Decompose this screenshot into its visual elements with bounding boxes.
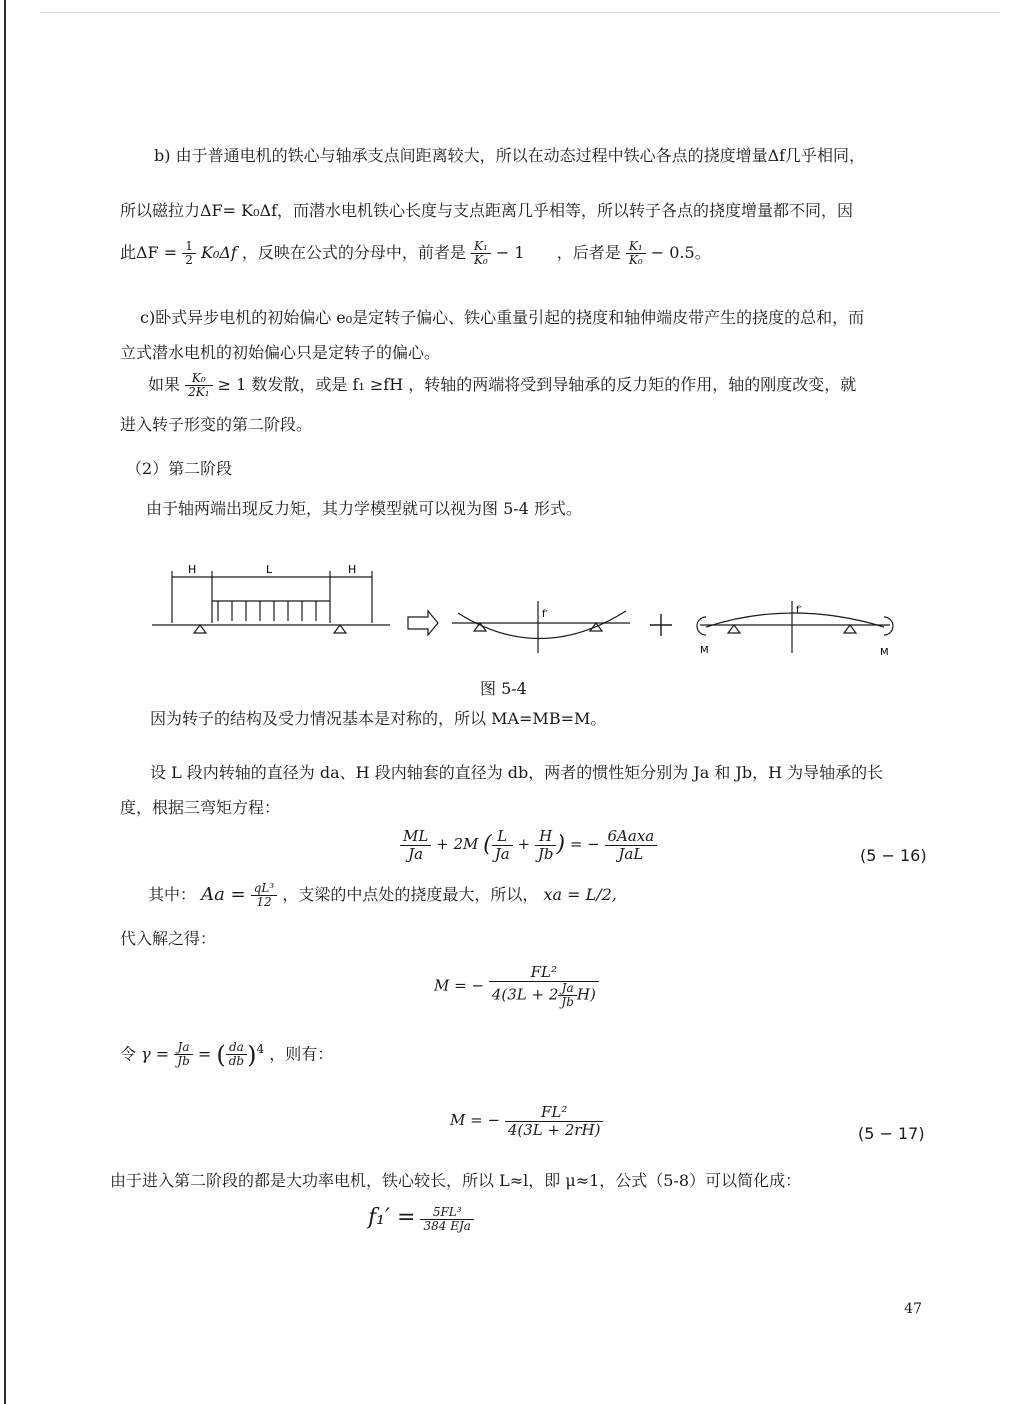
equation-number-5-16: (5 − 16) (860, 846, 927, 865)
para-b-line-1: b) 由于普通电机的铁心与轴承支点间距离较大，所以在动态过程中铁心各点的挠度增量Δf几乎相同， (154, 146, 866, 165)
page-number: 47 (904, 1301, 922, 1317)
distributed-load-arrows (218, 601, 316, 621)
eq516-frac-rhs: $\frac{\text{6Aaxa}}{\text{JaL}}$ (605, 828, 658, 862)
eq516-frac-l-ja: $\frac{L}{Ja}$ (492, 828, 513, 862)
text-seg: 此ΔF = (120, 243, 178, 263)
scan-top-rule (40, 12, 1000, 13)
moment-arc-left (697, 617, 706, 635)
beam-diagram-right (697, 601, 893, 653)
para-k-line-1 (148, 882, 617, 909)
text-seg: = − (569, 835, 600, 853)
label-f-right: f′ (796, 605, 802, 616)
m-inner-fraction: $\frac{Ja}{Jb}$ (558, 982, 577, 1009)
text-seg: M = − (434, 976, 485, 995)
figure-5-4 (140, 555, 910, 665)
text-seg: M = − (450, 1111, 501, 1129)
math-k0df: K₀Δf (200, 243, 237, 263)
math-gamma: γ = (141, 1044, 170, 1064)
label-f-mid: f′ (542, 609, 548, 620)
text-seg: ，则有： (269, 1044, 334, 1064)
equation-f1 (368, 1206, 474, 1233)
para-c-line-2: 立式潜水电机的初始偏心只是定转子的偏心。 (120, 343, 441, 362)
eq516-frac-ml: $\frac{ML}{Ja}$ (400, 828, 431, 862)
para-d-line-2: 进入转子形变的第二阶段。 (120, 415, 313, 434)
fraction-k1-k0-2: $\frac{\text{K₁}}{\text{K₀}}$ (626, 240, 646, 267)
text-seg: + 2M (436, 835, 479, 853)
text-seg: − 0.5。 (650, 243, 711, 263)
para-b-line-2: 所以磁拉力ΔF= K₀Δf，而潜水电机铁心长度与支点距离几乎相等，所以转子各点的挠度增量都不同，因 (120, 201, 853, 220)
text-seg: 其中： (148, 885, 197, 905)
support-right-right (844, 625, 856, 633)
label-h-left: H (188, 563, 197, 576)
equation-number-5-17: (5 − 17) (858, 1124, 925, 1143)
label-m-right: M (880, 647, 889, 658)
text-seg: ，后者是 (556, 243, 621, 263)
para-g-line-1: 因为转子的结构及受力情况基本是对称的，所以 MA=MB=M。 (150, 709, 607, 728)
moment-arc-right (884, 617, 893, 635)
text-seg: 如果 (148, 375, 181, 395)
para-c-line-1: c)卧式异步电机的初始偏心 e₀是定转子偏心、铁心重量引起的挠度和轴伸端皮带产生的挠度的总和，而 (140, 308, 865, 327)
fraction-ja-jb: $\frac{Ja}{Jb}$ (174, 1041, 193, 1068)
m-fraction: FL² 4(3L + 2 $\frac{Ja}{Jb}$ H) (489, 964, 599, 1009)
exponent: 4 (256, 1042, 265, 1056)
support-right-left (728, 625, 740, 633)
text-seg: − 1 (495, 243, 525, 263)
text-seg: ，支梁的中点处的挠度最大，所以， (282, 885, 539, 905)
equation-5-16: $\frac{ML}{Ja}$ + 2M ( $\frac{L}{Ja}$ + $\frac{H}{Jb}$ ) = − $\frac{\text{6Aaxa}}{\text{JaL}}$ (400, 828, 657, 862)
math-xa: xa = L/2, (543, 885, 617, 905)
text-seg: = (197, 1044, 212, 1064)
fraction-k1-k0: $\frac{\text{K₁}}{\text{K₀}}$ (471, 240, 491, 267)
fraction-ql3-12: $\frac{\text{qL³}}{12}$ (251, 882, 277, 909)
beam-diagram-left (152, 571, 390, 633)
f1-fraction: $\frac{\text{5FL³}}{\text{384 EJa}}$ (420, 1206, 473, 1233)
scan-left-edge (4, 0, 6, 1404)
para-k-line-2: 代入解之得： (120, 929, 217, 948)
equation-m (434, 964, 599, 1009)
left-support (194, 625, 206, 633)
fraction-k0-2k1: $\frac{\text{K₀}}{\text{2K₁}}$ (185, 372, 212, 399)
para-d-line-1 (148, 372, 856, 399)
math-aa: Aa = (201, 884, 246, 906)
equation-5-17 (450, 1104, 603, 1138)
eq517-fraction: $\frac{\text{FL²}}{4(3L + 2rH)}$ (505, 1104, 604, 1138)
text-seg: ，反映在公式的分母中，前者是 (241, 243, 466, 263)
text-seg: 令 (120, 1044, 137, 1064)
fraction-da-db: $\frac{da}{db}$ (226, 1041, 247, 1068)
section-heading: （2）第二阶段 (126, 459, 233, 478)
fraction-half: $\frac{1}{2}$ (182, 240, 196, 267)
label-m-left: M (700, 645, 709, 656)
math-f1: f₁′ = (368, 1205, 416, 1231)
para-h-line-2: 度，根据三弯矩方程： (120, 798, 281, 817)
para-l-line-1: 令 γ = $\frac{Ja}{Jb}$ = ( $\frac{da}{db}$ )$^4$ ，则有： (120, 1040, 334, 1069)
para-h-line-1: 设 L 段内转轴的直径为 da、H 段内轴套的直径为 db，两者的惯性矩分别为 Ja 和 Jb，H 为导轴承的长 (150, 763, 884, 782)
label-l: L (266, 563, 273, 576)
text-seg: ≥ 1 数发散，或是 f₁ ≥fH ，转轴的两端将受到导轴承的反力矩的作用，轴的刚度改变，就 (217, 375, 857, 395)
beam-diagram-middle (452, 601, 630, 653)
label-h-right: H (348, 563, 357, 576)
plus-sign (650, 614, 672, 636)
para-m-line-1: 由于进入第二阶段的都是大功率电机，铁心较长，所以 L≈l，即 μ≈1，公式（5-8）可以简化成： (110, 1171, 802, 1190)
implies-arrow (408, 611, 438, 635)
para-b-line-3 (120, 240, 711, 267)
right-support (334, 625, 346, 633)
eq516-frac-h-jb: $\frac{H}{Jb}$ (535, 828, 557, 862)
para-e-line-1: 由于轴两端出现反力矩，其力学模型就可以视为图 5-4 形式。 (146, 499, 582, 518)
figure-caption: 图 5-4 (480, 679, 527, 698)
